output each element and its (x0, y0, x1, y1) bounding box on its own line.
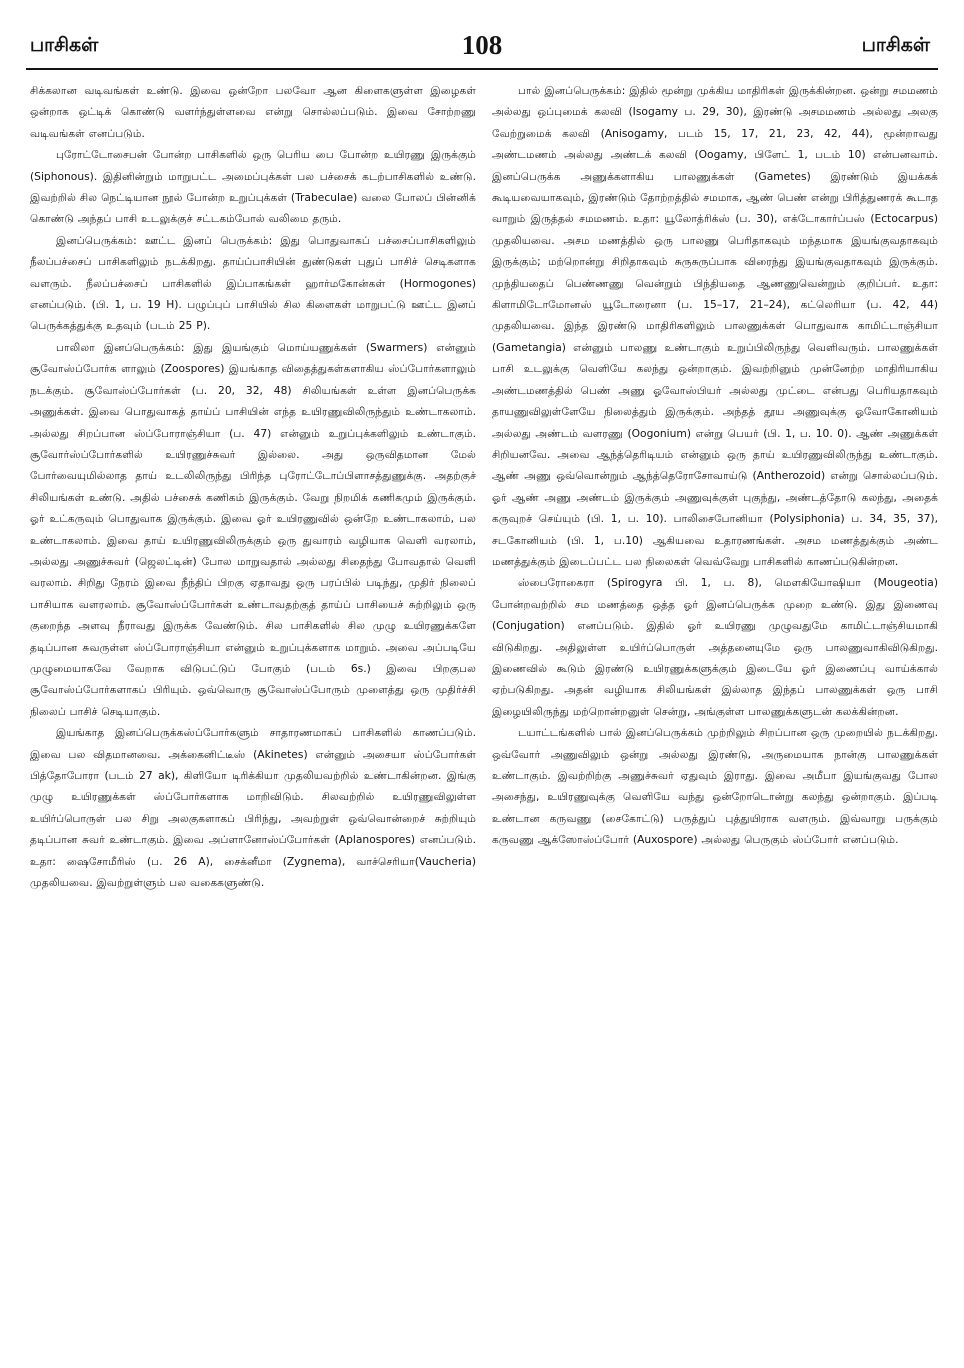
running-title-right: பாசிகள் (861, 34, 930, 56)
page-header (26, 24, 938, 70)
paragraph: இனப்பெருக்கம்: ஊட்ட இனப் பெருக்கம்: இது பொதுவாகப் பச்சைப்பாசிகளிலும் நீலப்பச்சைப் பாசிகளிலும் நடக்கிறது. தாய்ப்பாசியின் துண்டுகள் புதுப் பாசிச் செடிகளாக வளரும். நீலப்பச்சைப் பாசிகளில் இப்பாகங்கள் ஹார்மகோன்கள் (Hormogones) எனப்படும். (பி. 1, ப. 19 H). பழுப்புப் பாசியில் சில கிளைகள் மாறுபட்டு ஊட்ட இனப் பெருக்கத்துக்கு உதவும் (படம் 25 P). (30, 233, 476, 333)
paragraph: பால் இனப்பெருக்கம்: இதில் மூன்று முக்கிய மாதிரிகள் இருக்கின்றன. ஒன்று சமமணம் அல்லது ஒப்புமைக் கலவி (Isogamy ப. 29, 30), இரண்டு அசமமணம் அல்லது அலகு வேற்றுமைக் கலவி (Anisogamy, படம் 15, 17, 21, 23, 42, 44), மூன்றாவது அண்டமணம் அல்லது அண்டக் கலவி (Oogamy, பிளேட் 1, படம் 10) என்பனவாம். இனப்பெருக்க அணுக்களாகிய பாலணுக்கள் (Gametes) இரண்டும் இயக்கக் கூடியவையாகவும், இரண்டும் தோற்றத்தில் சமமாக, ஆண் பெண் என்று பிரித்துணரக் கூடாத வாறும் இருத்தல் சமமணம். உதா: யூலோத்ரிக்ஸ் (ப. 30), எக்டோகார்ப்பஸ் (Ectocarpus) முதலியவை. அசம மணத்தில் ஒரு பாலணு பெரிதாகவும் மந்தமாக இயங்குவதாகவும் இருக்கும்; மற்றொன்று சிறிதாகவும் சுருசுருப்பாக விரைந்து இயங்குவதாகவும் இருக்கும். முந்தியதைப் பெண்ணணு வென்றும் பிந்தியதை ஆணணுவென்றும் குறிப்பர். உதா: கிளாமிடோமோனஸ் யூடோரைனா (ப. 15–17, 21–24), கட்லெரியா (ப. 42, 44) முதலியவை. இந்த இரண்டு மாதிரிகளிலும் பாலணுக்கள் பொதுவாக காமிட்டாஞ்சியா (Gametangia) என்னும் பாலணு உண்டாகும் உறுப்பிலிருந்து வெளிவரும். பாலணுக்கள் பாசி உடலுக்கு வெளியே கலந்து ஒன்றாகும். இவற்றினும் முன்னேற்ற மாதிரியாகிய அண்டமணத்தில் பெண் அணு ஓவோஸ்பியர் அல்லது முட்டை என்பது பெரியதாகவும் தாயணுவிலுள்ளேயே நிலைத்தும் இருக்கும். அந்தத் தூய அணுவுக்கு ஓவோகோனியம் அல்லது அண்டம் வளரணு (Oogonium) என்று பெயர் (பி. 1, ப. 10. 0). ஆண் அணுக்கள் சிறியனவே. அவை ஆந்த்தெரிடியம் என்னும் ஒரு தாய் உயிரணுவிலிருந்து உண்டாகும். ஆண் அணு ஒவ்வொன்றும் ஆந்த்தெரோசோவாய்டு (Antherozoid) என்று சொல்லப்படும். ஓர் ஆண் அணு அண்டம் இருக்கும் அணுவுக்குள் புகுந்து, அண்டத்தோடு கலந்து, அதைக் கருவுறச் செய்யும் (பி. 1, ப. 10). பாலிசைபோனியா (Polysiphonia) ப. 34, 35, 37), சடகோனியம் (பி. 1, ப.10) ஆகியவை உதாரணங்கள். அசம மணத்துக்கும் அண்ட மணத்துக்கும் இடைப்பட்ட பல நிலைகள் வெவ்வேறு பாசிகளில் காணப்படுகின்றன. (492, 84, 938, 568)
left-column (30, 80, 476, 1350)
running-title-left: பாசிகள் (30, 34, 99, 56)
page-number: 108 (461, 30, 503, 60)
paragraph: புரோட்டோசைபன் போன்ற பாசிகளில் ஒரு பெரிய பை போன்ற உயிரணு இருக்கும் (Siphonous). இதினின்றும் மாறுபட்ட அமைப்புக்கள் பல பச்சைக் கடற்பாசிகளில் உண்டு. இவற்றில் சில நெட்டியான நூல் போன்ற உறுப்புக்கள் (Trabeculae) வலை போலப் பின்னிக் கொண்டு அந்தப் பாசி உடலுக்குச் சட்டகம்போல் வலிமை தரும். (30, 148, 476, 226)
paragraph: பாலிலா இனப்பெருக்கம்: இது இயங்கும் மொய்யணுக்கள் (Swarmers) என்னும் சூவோஸ்ப்போர்க ளாலும் (Zoospores) இயங்காத விதைத்துகள்களாகிய ஸ்ப்போர்களாலும் நடக்கும். சூவோஸ்ப்போர்கள் (ப. 20, 32, 48) சிலியங்கள் உள்ள இனப்பெருக்க அணுக்கள். இவை பொதுவாகத் தாய்ப் பாசியின் எந்த உயிரணுவிலிருந்தும் உண்டாகலாம். அல்லது சிறப்பான ஸ்ப்போராஞ்சியா (ப. 47) என்னும் உறுப்புக்களிலும் உண்டாகும். சூவோர்ஸ்ப்போர்களில் உயிரணுச்சுவர் இல்லை. அது ஒருவிதமான மேல் போர்வையுமில்லாத தாய் உடலிலிருந்து பிரிந்த புரோட்டோப்பிளாசத்துணுக்கு. அதற்குச் சிலியங்கள் உண்டு. அதில் பச்சைக் கணிகம் இருக்கும். வேறு நிறமிக் கணிகமும் இருக்கும். ஓர் உட்கருவும் பொதுவாக இருக்கும். இவை ஓர் உயிரணுவில் ஒன்றே உண்டாகலாம், பல உண்டாகலாம். இவை தாய் உயிரணுவிலிருக்கும் ஒரு துவாரம் வழியாக வெளி வரலாம், அல்லது அணுச்சுவர் (ஜெலட்டின்) போல மாறுவதால் அல்லது சிதைந்து போவதால் வெளி வரலாம். சிறிது நேரம் இவை நீந்திப் பிறகு ஏதாவது ஒரு பரப்பில் படிந்து, முதிர் நிலைப் பாசியாக வளரலாம். சூவோஸ்ப்போர்கள் உண்டாவதற்குத் தாய்ப் பாசியைச் சுற்றிலும் ஒரு குறைந்த அளவு நீராவது இருக்க வேண்டும். சில பாசிகளில் சில முழு உயிரணுக்களே தடிப்பான சுவருள்ள ஸ்ப்போராஞ்சியா என்னும் உறுப்புக்களாக மாறும். அவை அப்படியே முழுமையாகவே வேறாக விடுபட்டுப் போகும் (படம் 6s.) இவை பிறகுபல சூவோஸ்ப்போர்களாகப் பிரியும். ஒவ்வொரு சூவோஸ்ப்போரும் முளைத்து ஒரு முதிர்ச்சி நிலைப் பாசிச் செடியாகும். (30, 340, 476, 718)
paragraph: டயாட்டங்களில் பால் இனப்பெருக்கம் முற்றிலும் சிறப்பான ஒரு முறையில் நடக்கிறது. ஒவ்வோர் அணுவிலும் ஒன்று அல்லது இரண்டு, அருமையாக நான்கு பாலணுக்கள் உண்டாகும். இவற்றிற்கு அணுச்சுவர் ஏதுவும் இராது. இவை அமீபா இயங்குவது போல அசைந்து, உயிரணுவுக்கு வெளியே வந்து ஒன்றோடொன்று கலந்து ஒன்றாகும். இப்படி உண்டான கருவணு (சைகோட்டு) பருத்துப் புத்துயிராக வளரும். இவ்வாறு பருக்கும் கருவணு ஆக்ஸோஸ்ப்போர் (Auxospore) அல்லது பெருகும் ஸ்ப்போர் எனப்படும். (492, 726, 938, 847)
paragraph: ஸ்பைரோகைரா (Spirogyra பி. 1, ப. 8), மௌகியோஷியா (Mougeotia) போன்றவற்றில் சம மணத்தை ஒத்த ஓர் இனப்பெருக்க முறை உண்டு. இது இணைவு (Conjugation) எனப்படும். இதில் ஓர் உயிரணு முழுவதுமே காமிட்டாஞ்சியமாகி விடுகிறது. அதிலுள்ள உயிர்ப்பொருள் அத்தனையுமே ஒரு பாலணுவாகிவிடுகிறது. இணைவில் கூடும் இரண்டு உயிரணுக்களுக்கும் இடையே ஓர் இணைப்பு வாய்க்கால் ஏற்படுகிறது. அதன் வழியாக சிலியங்கள் இல்லாத இந்தப் பாலணுக்கள் ஒரு பாசி இழையிலிருந்து மற்றொன்றனுள் சென்று, அங்குள்ள பாலணுக்களுடன் கலக்கின்றன. (492, 576, 938, 718)
two-column-body (30, 80, 938, 1350)
paragraph: இயங்காத இனப்பெருக்கஸ்ப்போர்களும் சாதாரணமாகப் பாசிகளில் காணப்படும். இவை பல விதமானவை. அக்கைனிட்டீஸ் (Akinetes) என்னும் அசையா ஸ்ப்போர்கள் பித்தோபோரா (படம் 27 ak), கிளியோ டிரிக்கியா முதலியவற்றில் உண்டாகின்றன. இங்கு முழு உயிரணுக்கள் ஸ்ப்போர்களாக மாறிவிடும். சிலவற்றில் உயிரணுவிலுள்ள உயிர்ப்பொருள் பல சிறு அலகுகளாகப் பிரிந்து, அவற்றுள் ஒவ்வொன்றைச் சுற்றியும் தடிப்பான சுவர் உண்டாகும். இவை அப்ளானோஸ்ப்போர்கள் (Aplanospores) எனப்படும். உதா: ஷைசோமீரிஸ் (ப. 26 A), சைக்னீமா (Zygnema), வாச்செரியா(Vaucheria) முதலியவை. இவற்றுள்ளும் பல வகைகளுண்டு. (30, 726, 476, 890)
right-column (492, 80, 938, 1350)
paragraph: சிக்கலான வடிவங்கள் உண்டு. இவை ஒன்றோ பலவோ ஆன கிளைகளுள்ள இழைகள் ஒன்றாக ஒட்டிக் கொண்டு வளர்ந்துள்ளவை என்று சொல்லப்படும். இவை சோற்றணு வடிவங்கள் எனப்படும். (30, 84, 476, 140)
